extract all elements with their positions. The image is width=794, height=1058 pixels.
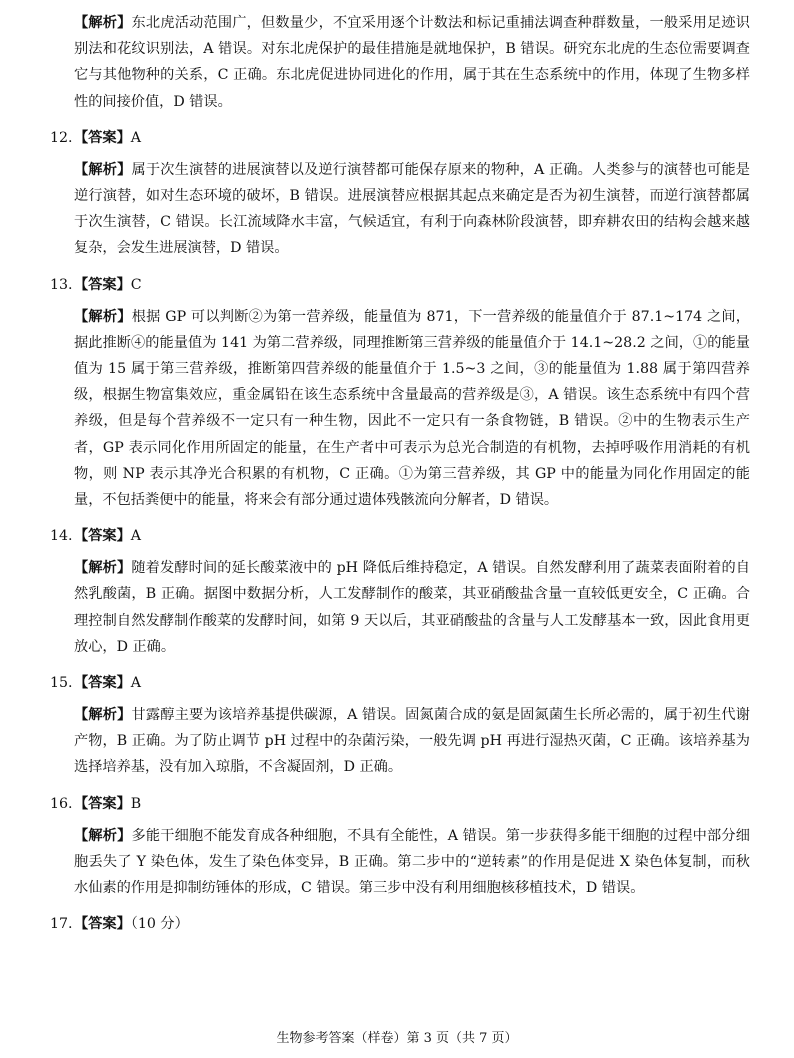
answer-13 [50, 272, 750, 298]
answer-value: C [130, 276, 142, 293]
answer-tag: 【答案】 [74, 276, 131, 293]
answer-value: A [130, 528, 142, 545]
page-footer: 生物参考答案（样卷）第 3 页（共 7 页） [276, 1031, 518, 1046]
analysis-tag: 【解析】 [74, 308, 132, 325]
answer-tag: 【答案】 [74, 528, 131, 545]
answer-value: B [130, 795, 142, 812]
answer-12 [50, 125, 750, 151]
question-number: 12. [50, 129, 73, 146]
analysis-text: 东北虎活动范围广，但数量少，不宜采用逐个计数法和标记重捕法调查种群数量，一般采用足迹识别法和花纹识别法，A 错误。对东北虎保护的最佳措施是就地保护，B 错误。研究东北虎的生态位需要调查它与其他物种的关系，C 正确。东北虎促进协同进化的作用，属于其在生态系统中的作用，体现了生物多样性的间接价值，D 错误。 [74, 15, 750, 110]
answer-value: A [130, 129, 142, 146]
analysis-15 [74, 702, 750, 781]
analysis-text: 随着发酵时间的延长酸菜液中的 pH 降低后维持稳定，A 错误。自然发酵利用了蔬菜表面附着的自然乳酸菌，B 正确。据图中数据分析，人工发酵制作的酸菜，其亚硝酸盐含量一直较低更安全，C 正确。合理控制自然发酵制作酸菜的发酵时间，如第 9 天以后，其亚硝酸盐的含量与人工发酵基本一致，因此食用更放心，D 正确。 [74, 560, 750, 655]
intro-analysis [74, 10, 750, 115]
question-number: 17. [50, 916, 73, 933]
question-number: 15. [50, 675, 73, 692]
question-number: 16. [50, 795, 73, 812]
answer-tag: 【答案】 [74, 675, 131, 692]
answer-tag: 【答案】 [74, 129, 131, 146]
analysis-text: 甘露醇主要为该培养基提供碳源，A 错误。固氮菌合成的氨是固氮菌生长所必需的，属于初生代谢产物，B 正确。为了防止调节 pH 过程中的杂菌污染，一般先调 pH 再进行湿热灭菌，C 正确。该培养基为选择培养基，没有加入琼脂，不含凝固剂，D 正确。 [74, 707, 750, 776]
answer-17 [50, 911, 750, 937]
analysis-text: 根据 GP 可以判断②为第一营养级，能量值为 871，下一营养级的能量值介于 87.1~174 之间，据此推断④的能量值为 141 为第二营养级，同理推断第三营养级的能量值介于 14.1~28.2 之间，①的能量值为 15 属于第三营养级，推断第四营养级的能量值介于 1.5~3 之间，③的能量值为 1.88 属于第四营养级，根据生物富集效应，重金属铅在该生态系统中含量最高的营养级是③，A 错误。该生态系统中有四个营养级，但是每个营养级不一定只有一种生物，因此不一定只有一条食物链，B 错误。②中的生物表示生产者，GP 表示同化作用所固定的能量，在生产者中可表示为总光合制造的有机物，去掉呼吸作用消耗的有机物，则 NP 表示其净光合积累的有机物，C 正确。①为第三营养级，其 GP 中的能量为同化作用固定的能量，不包括粪便中的能量，将来会有部分通过遗体残骸流向分解者，D 错误。 [74, 308, 750, 509]
analysis-tag: 【解析】 [74, 707, 132, 724]
analysis-12 [74, 157, 750, 262]
answer-15 [50, 670, 750, 696]
answer-value: （10 分） [130, 916, 189, 933]
answer-14 [50, 523, 750, 549]
answer-tag: 【答案】 [74, 795, 131, 812]
answer-value: A [130, 675, 142, 692]
analysis-tag: 【解析】 [74, 560, 132, 577]
question-number: 14. [50, 528, 73, 545]
analysis-13 [74, 304, 750, 514]
analysis-tag: 【解析】 [74, 827, 132, 844]
analysis-tag: 【解析】 [74, 161, 132, 178]
analysis-tag: 【解析】 [74, 15, 132, 31]
answer-16 [50, 791, 750, 817]
analysis-text: 属于次生演替的进展演替以及逆行演替都可能保存原来的物种，A 正确。人类参与的演替也可能是逆行演替，如对生态环境的破坏，B 错误。进展演替应根据其起点来确定是否为初生演替，而逆行演替都属于次生演替，C 错误。长江流域降水丰富，气候适宜，有利于向森林阶段演替，即弃耕农田的结构会越来越复杂，会发生进展演替，D 错误。 [74, 161, 750, 257]
analysis-16 [74, 823, 750, 902]
question-number: 13. [50, 276, 73, 293]
analysis-14 [74, 555, 750, 660]
answer-tag: 【答案】 [74, 916, 131, 933]
analysis-text: 多能干细胞不能发育成各种细胞，不具有全能性，A 错误。第一步获得多能干细胞的过程中部分细胞丢失了 Y 染色体，发生了染色体变异，B 正确。第二步中的“逆转素”的作用是促进 X 染色体复制，而秋水仙素的作用是抑制纺锤体的形成，C 错误。第三步中没有利用细胞核移植技术，D 错误。 [74, 827, 750, 897]
